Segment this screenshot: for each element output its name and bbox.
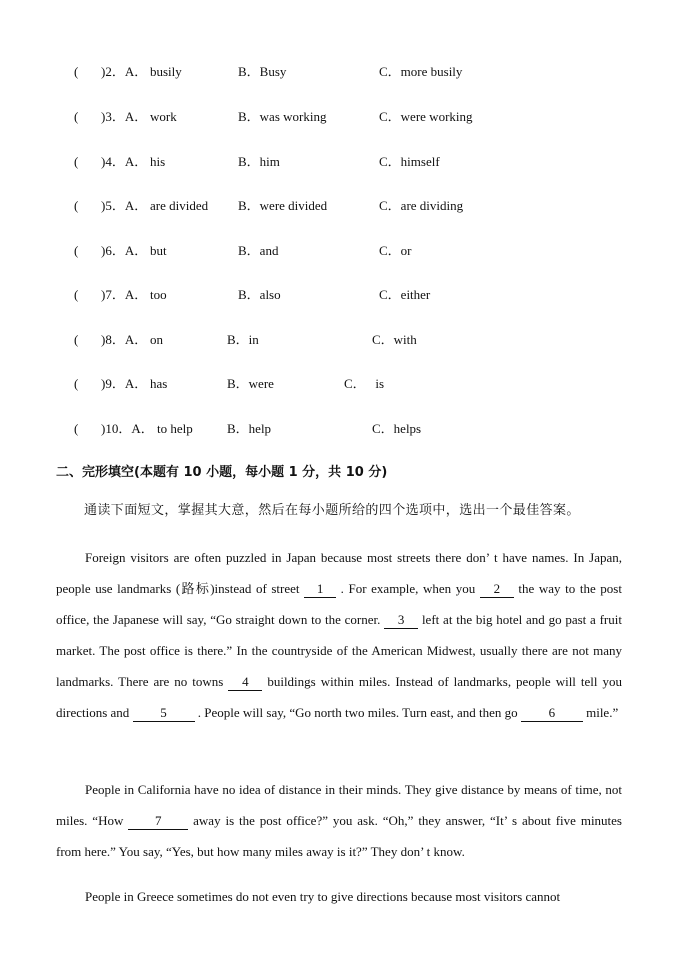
answer-paren[interactable]: ( [74, 421, 79, 436]
option-a: busily [150, 64, 182, 79]
blank-7[interactable]: 7 [128, 813, 188, 830]
option-a: too [150, 287, 167, 302]
question-number: )6．A． [101, 243, 148, 258]
option-a: work [150, 109, 177, 124]
option-b: B．Busy [238, 64, 287, 79]
passage-text: away is the post office?” you ask. “Oh,” they answer, “It’ s about five minutes from here.” You say, “Yes, but how many miles away is it?” They don’ t know. [56, 813, 622, 859]
option-c: C．with [372, 332, 417, 347]
option-b: B．in [227, 332, 259, 347]
passage-text: People in California have no idea of distance in their minds. They give distance by means of time, not miles. “How [56, 782, 622, 828]
option-c: C．himself [379, 154, 440, 169]
option-c: C．more busily [379, 64, 463, 79]
option-b: B．him [238, 154, 280, 169]
blank-2[interactable]: 2 [480, 581, 514, 598]
option-a: are divided [150, 198, 209, 213]
answer-paren[interactable]: ( [74, 243, 79, 258]
answer-paren[interactable]: ( [74, 154, 79, 169]
option-c: C．helps [372, 421, 422, 436]
question-number: )4．A． [101, 154, 148, 169]
option-a: but [150, 243, 167, 258]
blank-6[interactable]: 6 [521, 705, 583, 722]
passage-paragraph-2 [56, 774, 622, 867]
answer-paren[interactable]: ( [74, 332, 79, 347]
option-c: C．or [379, 243, 412, 258]
section-title: 二、完形填空(本题有 10 小题，每小题 1 分，共 10 分) [56, 465, 388, 480]
blank-4[interactable]: 4 [228, 674, 262, 691]
answer-paren[interactable]: ( [74, 287, 79, 302]
question-number: )7．A． [101, 287, 148, 302]
section-instruction: 通读下面短文，掌握其大意，然后在每小题所给的四个选项中，选出一个最佳答案。 [84, 503, 580, 518]
passage-text: the way to the post office, the Japanese will say, “Go straight down to the corner. [56, 581, 622, 627]
passage-text: . People will say, “Go north two miles. Turn east, and then go [194, 705, 521, 720]
answer-paren[interactable]: ( [74, 64, 79, 79]
blank-3[interactable]: 3 [384, 612, 418, 629]
answer-paren[interactable]: ( [74, 198, 79, 213]
blank-1[interactable]: 1 [304, 581, 336, 598]
question-number: )5．A． [101, 198, 148, 213]
answer-paren[interactable]: ( [74, 376, 79, 391]
question-number: )9．A． [101, 376, 148, 391]
option-b: B．were divided [238, 198, 328, 213]
passage-text: People in Greece sometimes do not even try to give directions because most visitors cannot [85, 889, 561, 904]
option-c: C．are dividing [379, 198, 464, 213]
blank-5[interactable]: 5 [133, 705, 195, 722]
option-c: C．were working [379, 109, 473, 124]
option-b: B．help [227, 421, 272, 436]
option-b: B．also [238, 287, 281, 302]
question-number: )3．A． [101, 109, 148, 124]
option-a: on [150, 332, 163, 347]
passage-text: left at the big hotel and go past a fruit market. The post office is there.” In the countryside of the American Midwest, usually there are not many landmarks. There are no towns [56, 612, 622, 689]
option-b: B．were [227, 376, 274, 391]
answer-paren[interactable]: ( [74, 109, 79, 124]
option-c: C．either [379, 287, 431, 302]
option-a: has [150, 376, 168, 391]
passage-paragraph-1 [56, 542, 622, 728]
passage-text: buildings within miles. Instead of landmarks, people will tell you directions and [56, 674, 622, 720]
option-a: to help [157, 421, 193, 436]
passage-text: . For example, when you [336, 581, 480, 596]
question-number: )10．A． [101, 421, 154, 436]
option-a: his [150, 154, 166, 169]
question-number: )2．A． [101, 64, 148, 79]
passage-text: mile.” [582, 705, 619, 720]
option-b: B．and [238, 243, 279, 258]
question-number: )8．A． [101, 332, 148, 347]
passage-paragraph-3 [56, 881, 622, 912]
option-c: C． is [344, 376, 385, 391]
passage-text: Foreign visitors are often puzzled in Japan because most streets there don’ t have names. In Japan, people use landmarks (路标)instead of street [56, 550, 622, 596]
option-b: B．was working [238, 109, 327, 124]
